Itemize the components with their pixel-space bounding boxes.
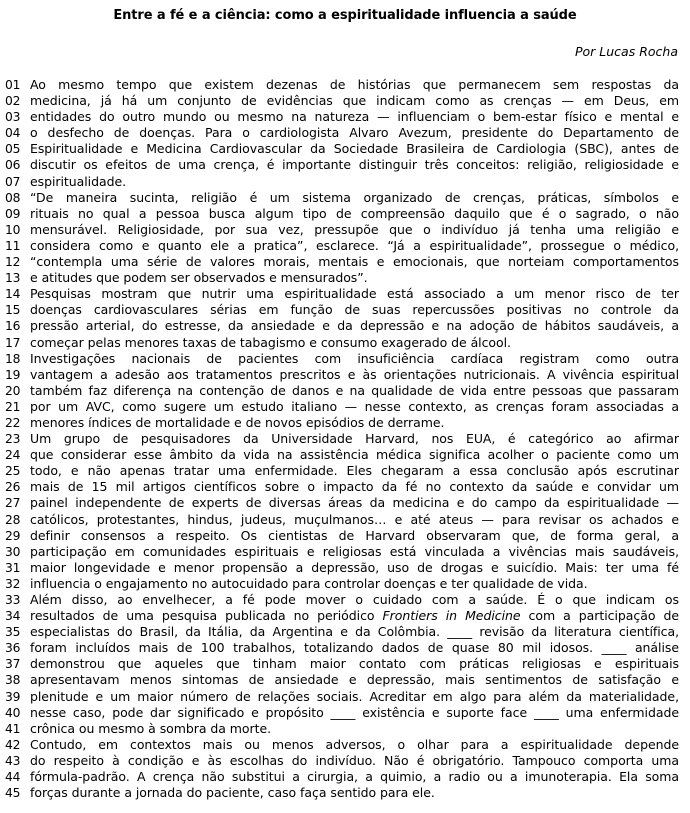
line-number: 35 [5,625,21,640]
line-number: 25 [5,464,21,479]
line-number: 45 [5,786,21,801]
line-content: o desfecho de doenças. Para o cardiologista Alvaro Avezum, presidente do Departamento de [30,125,679,141]
line-number: 01 [5,78,21,92]
text-line [0,254,690,270]
text-line [0,238,690,254]
line-number: 41 [5,721,21,736]
line-number: 11 [5,238,21,253]
line-number: 32 [5,576,21,591]
line-content: mensurável. Religiosidade, por sua vez, pressupõe que o indivíduo já tenha uma religião e [30,221,679,237]
line-content: discutir os efeitos de uma crença, é importante distinguir três conceitos: religião, religiosidade e [30,157,679,173]
text-line [0,672,690,688]
line-content: medicina, já há um conjunto de evidências que indicam como as crenças — em Deus, em [30,93,679,109]
text-line [0,383,690,399]
page-title: Entre a fé e a ciência: como a espiritualidade influencia a saúde [113,8,577,23]
line-content: Um grupo de pesquisadores da Universidade Harvard, nos EUA, é categórico ao afirmar [30,431,679,447]
line-content: Ao mesmo tempo que existem dezenas de histórias que permanecem sem respostas da [30,77,679,92]
line-content: espiritualidade. [30,173,127,189]
line-number: 36 [5,641,21,656]
line-number: 15 [5,303,21,318]
text-line [0,302,690,318]
line-content: maior longevidade e menor propensão a depressão, uso de drogas e suicídio. Mais: ter uma fé [30,559,679,575]
line-number: 22 [5,415,21,430]
line-content: católicos, protestantes, hindus, judeus, muçulmanos… e até ateus — para revisar os achados e [30,511,679,527]
line-content: também faz diferença na contenção de danos e na qualidade de vida entre pessoas que passaram [30,382,679,398]
text-line [0,286,690,302]
line-content: vantagem a adesão aos tratamentos prescritos e às orientações nutricionais. A vivência espiritual [30,366,679,382]
text-line [0,463,690,479]
line-number: 30 [5,544,21,559]
text-line [0,399,690,415]
line-content: considera como e quanto ele a pratica”, esclarece. “Já a espiritualidade”, prossegue o médico, [30,237,679,253]
line-number: 04 [5,126,21,141]
line-number: 23 [5,432,21,447]
line-content: todo, e não apenas tratar uma enfermidade. Eles chegaram a essa conclusão após escrutinar [30,463,679,479]
line-number: 18 [5,351,21,366]
text-line [0,656,690,672]
journal-name-italic: Frontiers in Medicine [382,608,521,624]
text-line [0,367,690,383]
line-number: 28 [5,512,21,527]
text-line [0,785,690,801]
text-line [0,721,690,737]
line-content: mais de 15 mil artigos científicos sobre o impacto da fé no contexto da saúde e convidar um [30,479,679,495]
line-number: 27 [5,496,21,511]
line-content: painel independente de experts de diversas áreas da medicina e do campo da espiritualidade — [30,495,679,511]
line-number: 12 [5,255,21,270]
text-line [0,174,690,190]
line-content: Contudo, em contextos mais ou menos adversos, o olhar para a espiritualidade depende [30,736,679,752]
text-line [0,640,690,656]
text-line [0,77,690,93]
line-number: 43 [5,753,21,768]
line-number: 02 [5,94,21,109]
line-content: começar pelas menores taxas de tabagismo e consumo exagerado de álcool. [30,334,511,350]
line-number: 26 [5,480,21,495]
line-number: 07 [5,174,21,189]
text-line [0,769,690,785]
line-number: 09 [5,206,21,221]
line-content: Espiritualidade e Medicina Cardiovascular da Sociedade Brasileira de Cardiologia (SBC), antes de [30,141,679,157]
line-content: nesse caso, pode dar significado e propósito ____ existência e suporte face ____ uma enfermidade [30,704,679,720]
line-number: 06 [5,158,21,173]
text-line [0,608,690,624]
line-number: 19 [5,367,21,382]
text-line [0,737,690,753]
line-content: “contempla uma série de valores morais, mentais e emocionais, que norteiam comportamentos [30,254,679,270]
line-number: 44 [5,770,21,785]
text-line [0,206,690,222]
line-content: por um AVC, como sugere um estudo italiano — nesse contexto, as crenças foram associadas a [30,398,679,414]
line-number: 13 [5,271,21,286]
line-content: do respeito à condição e às escolhas do indivíduo. Não é obrigatório. Tampouco comporta uma [30,752,679,768]
text-line [0,93,690,109]
line-number: 33 [5,593,21,607]
line-number: 29 [5,528,21,543]
text-line [0,528,690,544]
line-content: participação em comunidades espirituais e religiosas está vinculada a vivências mais saudáveis, [30,543,679,559]
byline-author: Por Lucas Rocha [575,44,678,59]
line-number: 34 [5,609,21,624]
line-number: 08 [5,190,21,205]
line-content: definir consensos a respeito. Os cientistas de Harvard observaram que, de forma geral, a [30,527,679,543]
text-line [0,592,690,608]
line-content: que considerar esse âmbito da vida na assistência médica significa acolher o paciente como um [30,447,679,463]
line-content: pressão arterial, do estresse, da ansiedade e da depressão e na adoção de hábitos saudáveis, a [30,318,679,334]
line-number: 10 [5,222,21,237]
text-line [0,705,690,721]
text-line [0,689,690,705]
line-content: fórmula-padrão. A crença não substitui a cirurgia, a quimio, a radio ou a imunoterapia. Ela soma [30,769,679,785]
line-content: plenitude e um maior número de relações sociais. Acreditar em algo para além da materialidade, [30,688,679,704]
line-number: 17 [5,335,21,350]
line-content: rituais no qual a pessoa busca algum tipo de compreensão daquilo que é o sagrado, o não [30,205,679,221]
text-line [0,560,690,576]
line-number: 40 [5,705,21,720]
line-content: Pesquisas mostram que nutrir uma espiritualidade está associado a um menor risco de ter [30,286,679,302]
line-content: foram incluídos mais de 100 trabalhos, totalizando dados de quase 80 mil idosos. ____ análise [30,640,679,656]
line-number: 24 [5,448,21,463]
text-line [0,318,690,334]
text-line [0,576,690,592]
text-line [0,109,690,125]
text-line [0,270,690,286]
line-number: 39 [5,689,21,704]
text-line [0,624,690,640]
text-line [0,335,690,351]
line-number: 42 [5,737,21,752]
line-content: crônica ou mesmo à sombra da morte. [30,720,272,736]
line-content: entidades do outro mundo ou mesmo na natureza — influenciam o bem-estar físico e mental e [30,109,679,125]
text-line [0,512,690,528]
line-number: 20 [5,383,21,398]
line-number: 21 [5,399,21,414]
line-content: forças durante a jornada do paciente, caso faça sentido para ele. [30,785,435,801]
text-line [0,753,690,769]
line-number: 31 [5,560,21,575]
text-line [0,447,690,463]
text-line [0,544,690,560]
line-content: menores índices de mortalidade e de novos episódios de derrame. [30,414,445,430]
line-content: especialistas do Brasil, da Itália, da Argentina e da Colômbia. ____ revisão da literatura científica, [30,624,679,640]
line-number: 37 [5,657,21,672]
text-line [0,351,690,367]
line-content: doenças cardiovasculares sérias em função de suas repercussões positivas no controle da [30,302,679,318]
line-content: apresentavam menos sintomas de ansiedade e depressão, mais sentimentos de satisfação e [30,672,679,688]
line-content: Além disso, ao envelhecer, a fé pode mover o cuidado com a saúde. É o que indicam os [30,592,679,607]
text-line [0,479,690,495]
line-number: 14 [5,287,21,302]
line-number: 16 [5,319,21,334]
line-number: 05 [5,142,21,157]
document-page [0,8,690,813]
text-line [0,495,690,511]
line-content: resultados de uma pesquisa publicada no periódico Frontiers in Medicine com a participação de [30,608,679,624]
text-line [0,190,690,206]
numbered-text-body [0,77,690,801]
line-content: “De maneira sucinta, religião é um sistema organizado de crenças, práticas, símbolos e [30,189,679,205]
line-number: 03 [5,110,21,125]
text-line [0,431,690,447]
text-line [0,222,690,238]
line-number: 38 [5,673,21,688]
text-line [0,141,690,157]
text-line [0,125,690,141]
text-line [0,415,690,431]
line-content: e atitudes que podem ser observados e mensurados”. [30,270,368,286]
line-content: demonstrou que aqueles que tinham maior contato com práticas religiosas e espirituais [30,656,679,672]
line-content: Investigações nacionais de pacientes com insuficiência cardíaca registram como outra [30,350,679,366]
line-content: influencia o engajamento no autocuidado para controlar doenças e ter qualidade de vida. [30,575,588,591]
text-line [0,157,690,173]
